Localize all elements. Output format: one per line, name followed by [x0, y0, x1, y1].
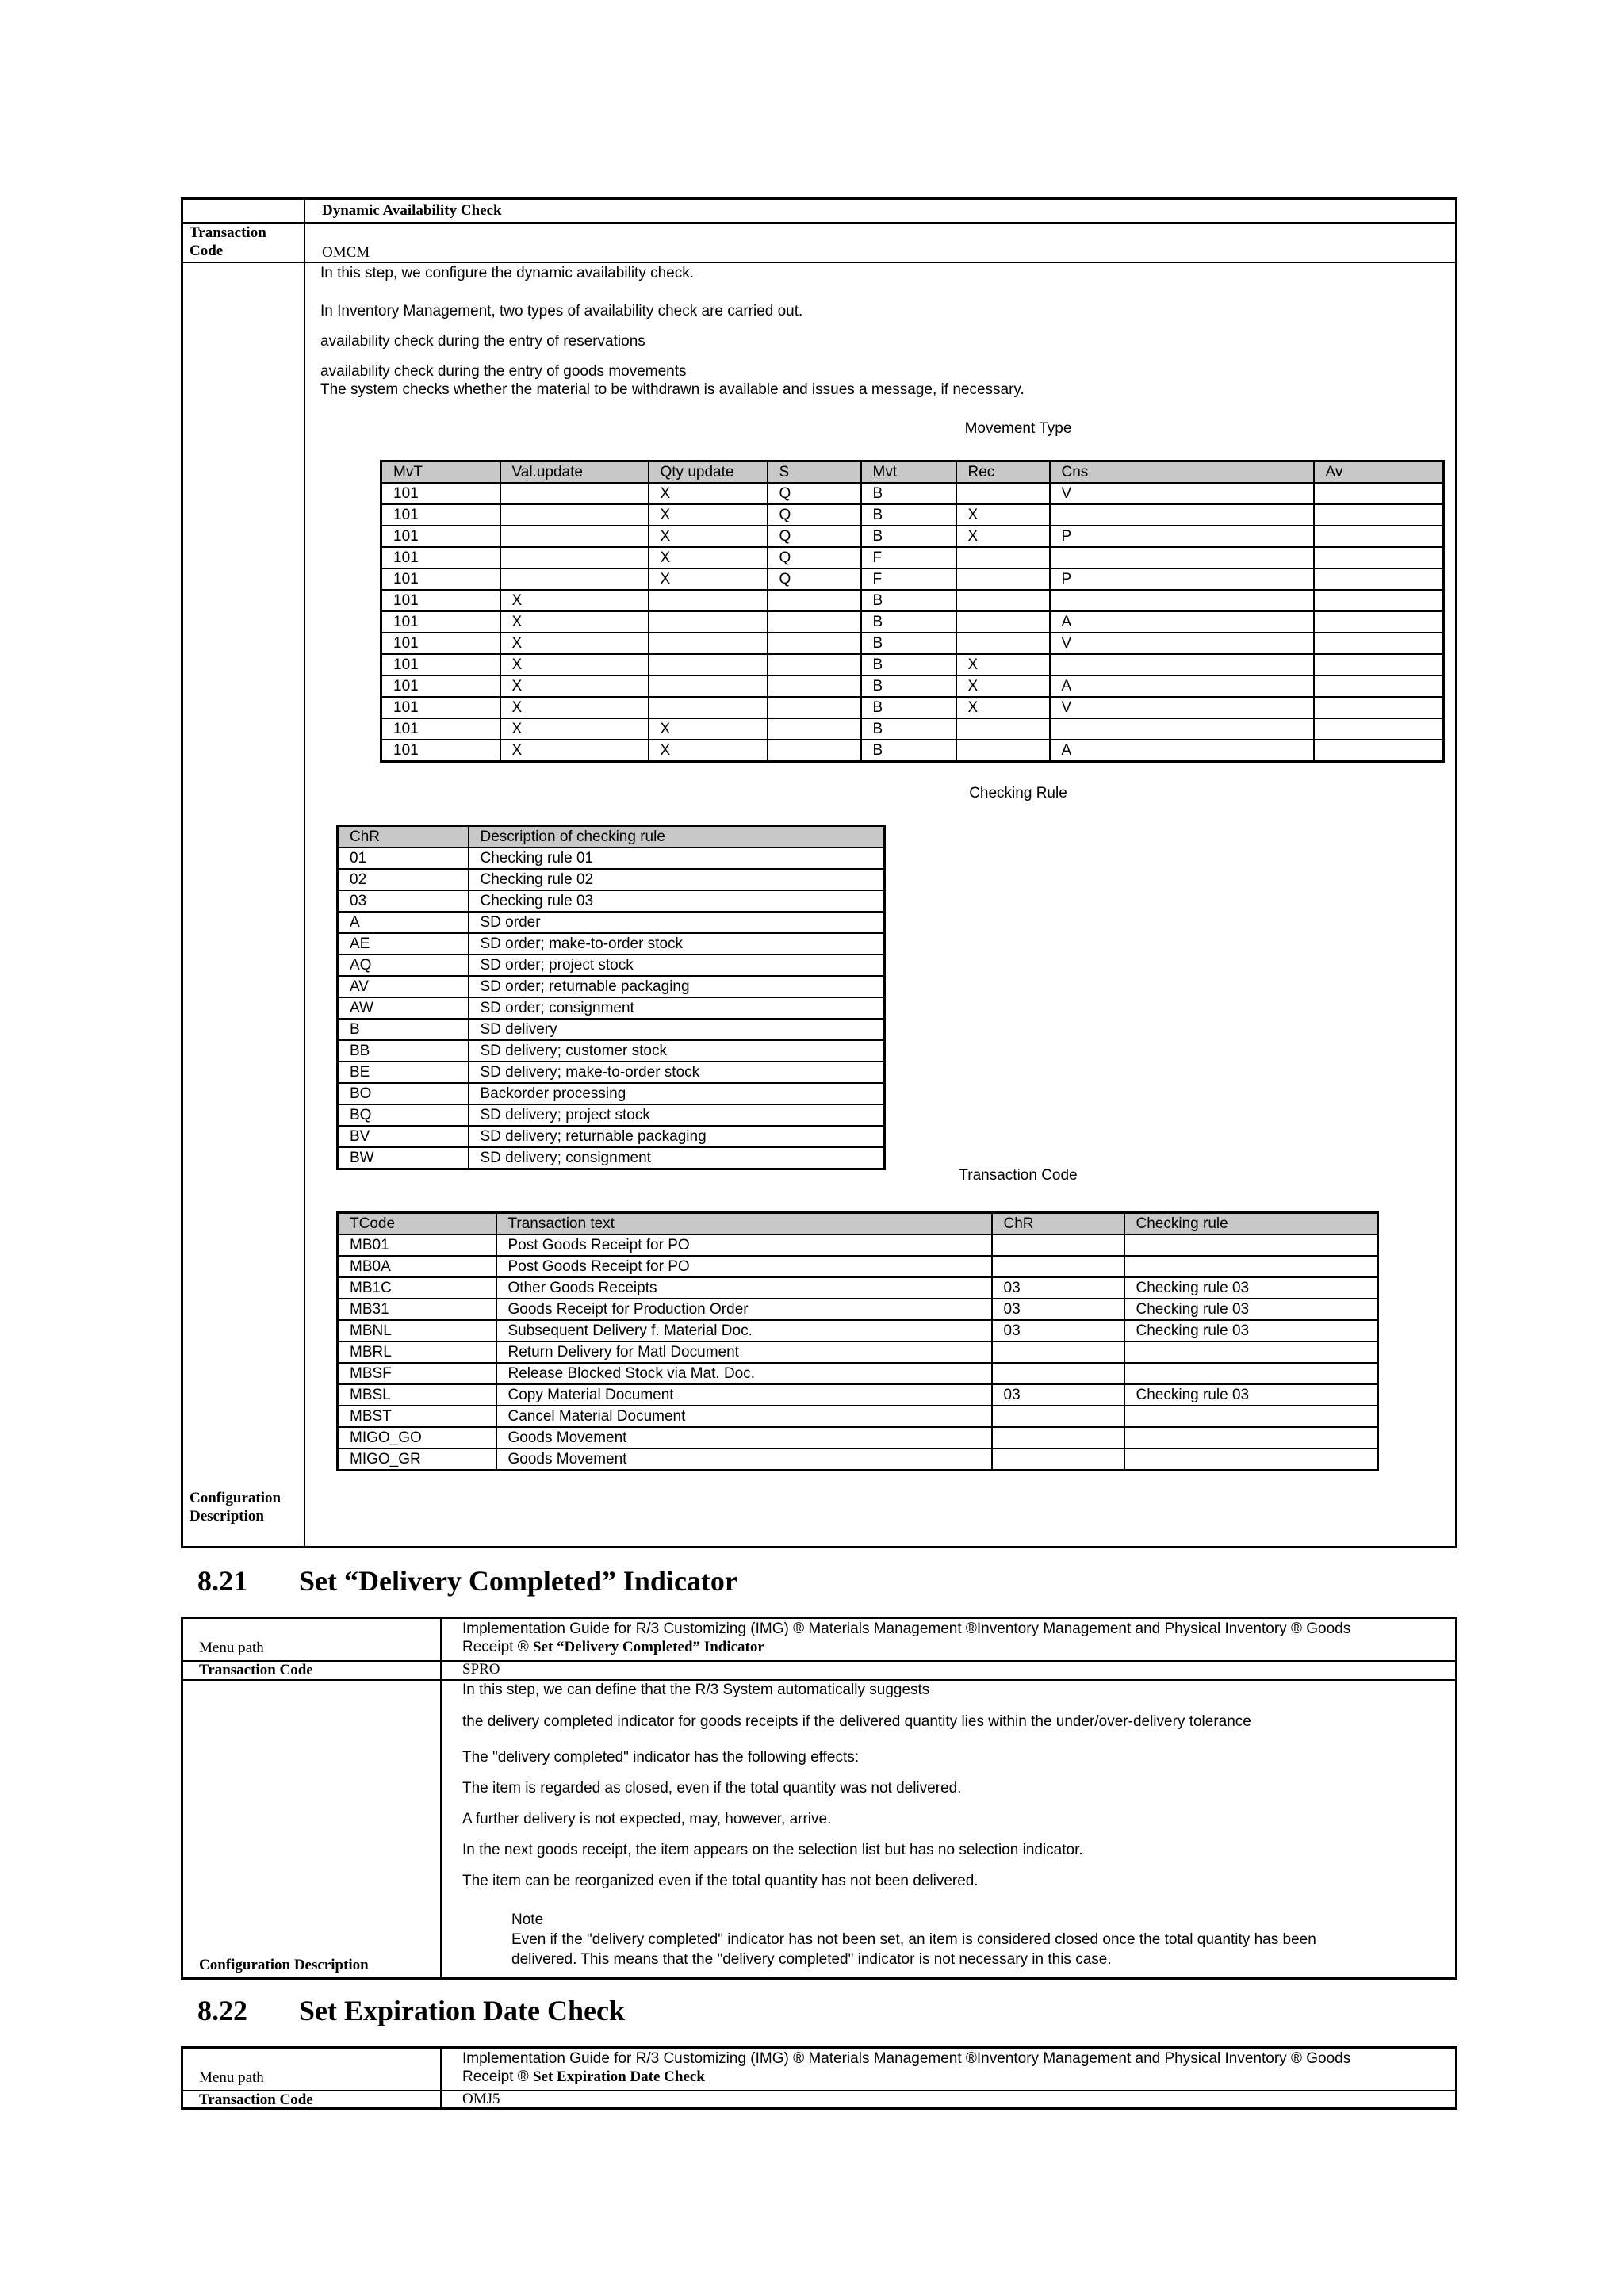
- column-header: ChR: [338, 826, 469, 848]
- table-cell: [500, 526, 649, 547]
- table-cell: BW: [338, 1147, 469, 1169]
- table-cell: X: [500, 718, 649, 740]
- menu-path-text: Implementation Guide for R/3 Customizing (IMG) ® Materials Management ®Inventory Management and Physical Inventory ® Goods: [462, 2050, 1351, 2067]
- note-text: delivered. This means that the "delivery completed" indicator is not necessary in this case.: [511, 1951, 1112, 1968]
- table-row: [381, 633, 1444, 654]
- table-cell: [1050, 504, 1314, 526]
- column-header: Av: [1314, 461, 1444, 484]
- table-cell: Subsequent Delivery f. Material Doc.: [496, 1320, 992, 1341]
- table-cell: Checking rule 02: [469, 869, 885, 890]
- table-row: [338, 869, 885, 890]
- table-cell: Backorder processing: [469, 1083, 885, 1104]
- table-cell: 101: [381, 740, 500, 762]
- table-cell: 101: [381, 568, 500, 590]
- table-cell: SD order: [469, 912, 885, 933]
- table-cell: X: [649, 547, 768, 568]
- table-cell: [1314, 611, 1444, 633]
- table-row: [338, 1277, 1378, 1299]
- table-cell: [956, 590, 1050, 611]
- table-cell: [649, 654, 768, 675]
- column-header: MvT: [381, 461, 500, 484]
- table-cell: Post Goods Receipt for PO: [496, 1234, 992, 1256]
- table-row: [338, 912, 885, 933]
- column-divider: [440, 1619, 442, 1977]
- table-row: [381, 718, 1444, 740]
- table-cell: Goods Movement: [496, 1448, 992, 1471]
- table-cell: [768, 675, 861, 697]
- section-number: 8.22: [197, 1995, 247, 2026]
- table-cell: Checking rule 03: [1124, 1384, 1378, 1406]
- table-cell: [956, 568, 1050, 590]
- table-cell: P: [1050, 568, 1314, 590]
- table-cell: [768, 611, 861, 633]
- table-cell: BQ: [338, 1104, 469, 1126]
- table-cell: SD delivery; make-to-order stock: [469, 1062, 885, 1083]
- table-row: [381, 483, 1444, 504]
- paragraph: availability check during the entry of reservations: [320, 333, 645, 350]
- table-cell: X: [500, 590, 649, 611]
- delivery-completed-table: [181, 1617, 1457, 1980]
- column-header: S: [768, 461, 861, 484]
- table-cell: 02: [338, 869, 469, 890]
- row-divider: [183, 262, 1455, 263]
- table-cell: F: [861, 568, 956, 590]
- column-header: Checking rule: [1124, 1213, 1378, 1235]
- column-header: Mvt: [861, 461, 956, 484]
- table-cell: [1124, 1448, 1378, 1471]
- table-cell: SD delivery; returnable packaging: [469, 1126, 885, 1147]
- table-cell: [768, 740, 861, 762]
- table-cell: X: [500, 675, 649, 697]
- table-cell: 101: [381, 633, 500, 654]
- table-cell: [649, 633, 768, 654]
- table-cell: 03: [992, 1384, 1124, 1406]
- table-cell: [992, 1427, 1124, 1448]
- table-cell: [1314, 675, 1444, 697]
- table-cell: X: [649, 740, 768, 762]
- section-title: Dynamic Availability Check: [322, 202, 502, 219]
- table-cell: V: [1050, 483, 1314, 504]
- transaction-code-table: [336, 1211, 1379, 1471]
- menu-path-text: Implementation Guide for R/3 Customizing (IMG) ® Materials Management ®Inventory Management and Physical Inventory ® Goods: [462, 1621, 1351, 1637]
- table-cell: [956, 718, 1050, 740]
- menu-path-text-line2: Receipt ® Set Expiration Date Check: [462, 2068, 705, 2085]
- table-cell: 101: [381, 611, 500, 633]
- table-cell: [956, 483, 1050, 504]
- table-header-row: [381, 461, 1444, 484]
- table-cell: BB: [338, 1040, 469, 1062]
- table-cell: Cancel Material Document: [496, 1406, 992, 1427]
- table-row: [338, 1427, 1378, 1448]
- table-cell: Q: [768, 483, 861, 504]
- table-cell: 03: [992, 1277, 1124, 1299]
- dynamic-availability-check-table: [181, 197, 1457, 1548]
- checking-rule-table: [336, 825, 886, 1170]
- table-cell: 101: [381, 526, 500, 547]
- table-row: [338, 1040, 885, 1062]
- table-cell: MIGO_GR: [338, 1448, 496, 1471]
- table-cell: B: [861, 654, 956, 675]
- table-row: [338, 1363, 1378, 1384]
- table-cell: SD order; make-to-order stock: [469, 933, 885, 955]
- table-cell: Goods Receipt for Production Order: [496, 1299, 992, 1320]
- table-row: [338, 955, 885, 976]
- table-row: [338, 1384, 1378, 1406]
- table-cell: [956, 633, 1050, 654]
- table-cell: Goods Movement: [496, 1427, 992, 1448]
- table-cell: 101: [381, 654, 500, 675]
- table-cell: X: [649, 568, 768, 590]
- table-cell: B: [861, 611, 956, 633]
- table-cell: [768, 654, 861, 675]
- table-cell: [1124, 1341, 1378, 1363]
- column-header: Qty update: [649, 461, 768, 484]
- column-header: Description of checking rule: [469, 826, 885, 848]
- table-cell: X: [500, 633, 649, 654]
- table-cell: [1314, 740, 1444, 762]
- paragraph: availability check during the entry of goods movements: [320, 363, 687, 380]
- table-cell: 01: [338, 848, 469, 869]
- table-cell: Checking rule 03: [1124, 1277, 1378, 1299]
- table-row: [381, 526, 1444, 547]
- table-cell: X: [956, 504, 1050, 526]
- table-cell: [992, 1363, 1124, 1384]
- menu-path-text-line2: Receipt ® Set “Delivery Completed” Indicator: [462, 1639, 764, 1655]
- table-cell: MBRL: [338, 1341, 496, 1363]
- menu-path-label: Menu path: [199, 1640, 264, 1656]
- table-cell: MBST: [338, 1406, 496, 1427]
- table-cell: [956, 611, 1050, 633]
- table-cell: [649, 697, 768, 718]
- table-row: [338, 1320, 1378, 1341]
- paragraph: The item can be reorganized even if the total quantity has not been delivered.: [462, 1873, 979, 1889]
- table-cell: A: [1050, 675, 1314, 697]
- table-cell: X: [500, 740, 649, 762]
- tcode-label: Transaction Code: [199, 1662, 313, 1678]
- section-number: 8.21: [197, 1565, 247, 1597]
- table-cell: [1314, 526, 1444, 547]
- paragraph: In this step, we can define that the R/3 System automatically suggests: [462, 1682, 930, 1698]
- table-row: [381, 504, 1444, 526]
- section-title: Set Expiration Date Check: [299, 1995, 625, 2026]
- table-cell: B: [861, 718, 956, 740]
- table-cell: SD delivery: [469, 1019, 885, 1040]
- menu-path-target: Set “Delivery Completed” Indicator: [532, 1639, 764, 1655]
- table-cell: B: [861, 633, 956, 654]
- table-cell: A: [338, 912, 469, 933]
- table-cell: [992, 1341, 1124, 1363]
- table-cell: [1050, 654, 1314, 675]
- table-cell: [1050, 590, 1314, 611]
- table-cell: [992, 1406, 1124, 1427]
- table-cell: Q: [768, 568, 861, 590]
- table-cell: AW: [338, 997, 469, 1019]
- table-cell: SD delivery; project stock: [469, 1104, 885, 1126]
- table-row: [338, 1234, 1378, 1256]
- table-cell: V: [1050, 633, 1314, 654]
- table-row: [381, 697, 1444, 718]
- table-row: [338, 848, 885, 869]
- row-divider: [183, 2090, 1455, 2091]
- table-cell: Checking rule 03: [469, 890, 885, 912]
- table-cell: Q: [768, 547, 861, 568]
- paragraph: In the next goods receipt, the item appears on the selection list but has no selection indicator.: [462, 1842, 1083, 1858]
- paragraph: The item is regarded as closed, even if the total quantity was not delivered.: [462, 1780, 962, 1797]
- movement-type-table: [380, 460, 1445, 763]
- table-cell: X: [649, 483, 768, 504]
- paragraph: A further delivery is not expected, may, however, arrive.: [462, 1811, 832, 1827]
- table-header-row: [338, 826, 885, 848]
- table-row: [338, 1406, 1378, 1427]
- table-row: [338, 1147, 885, 1169]
- transaction-code-title: Transaction Code: [959, 1167, 1078, 1184]
- column-divider: [440, 2049, 442, 2107]
- table-cell: SD order; consignment: [469, 997, 885, 1019]
- table-cell: B: [861, 740, 956, 762]
- table-cell: [1314, 654, 1444, 675]
- table-row: [338, 1299, 1378, 1320]
- table-cell: [649, 611, 768, 633]
- column-header: TCode: [338, 1213, 496, 1235]
- column-header: Rec: [956, 461, 1050, 484]
- table-cell: 101: [381, 547, 500, 568]
- row-divider: [183, 1660, 1455, 1662]
- table-cell: SD delivery; customer stock: [469, 1040, 885, 1062]
- table-row: [338, 1126, 885, 1147]
- table-cell: [956, 740, 1050, 762]
- table-cell: [1314, 504, 1444, 526]
- table-cell: SD order; project stock: [469, 955, 885, 976]
- table-cell: [500, 483, 649, 504]
- table-cell: MB1C: [338, 1277, 496, 1299]
- table-row: [381, 740, 1444, 762]
- table-cell: X: [956, 697, 1050, 718]
- table-cell: 101: [381, 718, 500, 740]
- paragraph: The "delivery completed" indicator has the following effects:: [462, 1749, 860, 1766]
- table-cell: [956, 547, 1050, 568]
- tcode-label: Transaction Code: [199, 2091, 313, 2108]
- table-cell: 101: [381, 590, 500, 611]
- table-row: [338, 1341, 1378, 1363]
- table-cell: [768, 718, 861, 740]
- table-cell: BV: [338, 1126, 469, 1147]
- row-divider: [183, 1679, 1455, 1681]
- table-cell: [500, 547, 649, 568]
- table-cell: [1124, 1406, 1378, 1427]
- table-row: [338, 1448, 1378, 1471]
- table-cell: MB01: [338, 1234, 496, 1256]
- table-header-row: [338, 1213, 1378, 1235]
- table-cell: B: [338, 1019, 469, 1040]
- table-cell: V: [1050, 697, 1314, 718]
- table-cell: [992, 1256, 1124, 1277]
- table-cell: X: [500, 611, 649, 633]
- table-cell: B: [861, 675, 956, 697]
- table-cell: Post Goods Receipt for PO: [496, 1256, 992, 1277]
- table-cell: [1050, 718, 1314, 740]
- table-cell: MBNL: [338, 1320, 496, 1341]
- table-cell: [1314, 568, 1444, 590]
- table-cell: MIGO_GO: [338, 1427, 496, 1448]
- table-cell: SD order; returnable packaging: [469, 976, 885, 997]
- tcode-value: SPRO: [462, 1661, 500, 1678]
- table-row: [381, 590, 1444, 611]
- section-heading-8-21: [197, 1564, 737, 1598]
- table-cell: [1314, 633, 1444, 654]
- paragraph: In Inventory Management, two types of availability check are carried out.: [320, 303, 803, 320]
- table-cell: [649, 675, 768, 697]
- table-cell: B: [861, 526, 956, 547]
- table-cell: F: [861, 547, 956, 568]
- table-row: [338, 976, 885, 997]
- table-cell: 101: [381, 483, 500, 504]
- note-label: Note: [511, 1911, 544, 1928]
- row-divider: [183, 222, 1455, 224]
- table-cell: MBSL: [338, 1384, 496, 1406]
- table-cell: X: [649, 504, 768, 526]
- table-cell: 03: [338, 890, 469, 912]
- table-cell: Q: [768, 526, 861, 547]
- table-cell: [1124, 1363, 1378, 1384]
- table-row: [381, 611, 1444, 633]
- table-cell: [1050, 547, 1314, 568]
- table-cell: P: [1050, 526, 1314, 547]
- table-row: [381, 675, 1444, 697]
- table-cell: Return Delivery for Matl Document: [496, 1341, 992, 1363]
- table-cell: [1314, 697, 1444, 718]
- table-cell: Checking rule 03: [1124, 1320, 1378, 1341]
- table-cell: MB31: [338, 1299, 496, 1320]
- table-cell: [1124, 1256, 1378, 1277]
- table-cell: [500, 504, 649, 526]
- table-cell: B: [861, 504, 956, 526]
- table-cell: MBSF: [338, 1363, 496, 1384]
- table-cell: [768, 633, 861, 654]
- table-cell: Copy Material Document: [496, 1384, 992, 1406]
- table-cell: 101: [381, 675, 500, 697]
- expiration-date-table: [181, 2046, 1457, 2110]
- config-description-label: Configuration Description: [190, 1490, 282, 1525]
- table-cell: [500, 568, 649, 590]
- table-cell: [1124, 1427, 1378, 1448]
- table-cell: [649, 590, 768, 611]
- table-cell: [1314, 718, 1444, 740]
- table-cell: [992, 1448, 1124, 1471]
- table-cell: X: [500, 654, 649, 675]
- table-cell: [1314, 590, 1444, 611]
- table-cell: BE: [338, 1062, 469, 1083]
- table-cell: SD delivery; consignment: [469, 1147, 885, 1169]
- table-cell: X: [956, 675, 1050, 697]
- column-header: ChR: [992, 1213, 1124, 1235]
- paragraph: the delivery completed indicator for goods receipts if the delivered quantity lies within the under/over-delivery tolerance: [462, 1713, 1251, 1730]
- table-cell: [768, 697, 861, 718]
- table-cell: 03: [992, 1320, 1124, 1341]
- table-cell: B: [861, 483, 956, 504]
- table-cell: 03: [992, 1299, 1124, 1320]
- note-text: Even if the "delivery completed" indicator has not been set, an item is considered closed once the total quantity has been: [511, 1931, 1316, 1948]
- table-cell: [1314, 547, 1444, 568]
- table-cell: X: [649, 718, 768, 740]
- table-cell: X: [956, 654, 1050, 675]
- table-cell: AQ: [338, 955, 469, 976]
- menu-path-target: Set Expiration Date Check: [532, 2068, 705, 2085]
- table-cell: X: [956, 526, 1050, 547]
- column-divider: [304, 200, 305, 1546]
- table-cell: [1124, 1234, 1378, 1256]
- table-cell: [992, 1234, 1124, 1256]
- section-heading-8-22: [197, 1994, 625, 2027]
- table-cell: Release Blocked Stock via Mat. Doc.: [496, 1363, 992, 1384]
- table-row: [381, 654, 1444, 675]
- table-cell: Checking rule 03: [1124, 1299, 1378, 1320]
- table-row: [338, 997, 885, 1019]
- table-cell: [768, 590, 861, 611]
- table-cell: MB0A: [338, 1256, 496, 1277]
- table-cell: A: [1050, 611, 1314, 633]
- table-cell: B: [861, 697, 956, 718]
- table-cell: X: [649, 526, 768, 547]
- section-title: Set “Delivery Completed” Indicator: [299, 1565, 737, 1597]
- tcode-value: OMJ5: [462, 2091, 500, 2107]
- table-cell: AE: [338, 933, 469, 955]
- tcode-label: Transaction Code: [190, 224, 266, 259]
- table-cell: Checking rule 01: [469, 848, 885, 869]
- table-cell: Q: [768, 504, 861, 526]
- table-row: [338, 1019, 885, 1040]
- table-cell: 101: [381, 504, 500, 526]
- table-cell: AV: [338, 976, 469, 997]
- paragraph: In this step, we configure the dynamic availability check.: [320, 265, 695, 281]
- table-row: [338, 1062, 885, 1083]
- table-row: [381, 568, 1444, 590]
- menu-path-label: Menu path: [199, 2069, 264, 2086]
- table-cell: [1314, 483, 1444, 504]
- tcode-value: OMCM: [322, 244, 370, 261]
- column-header: Val.update: [500, 461, 649, 484]
- table-cell: 101: [381, 697, 500, 718]
- table-cell: Other Goods Receipts: [496, 1277, 992, 1299]
- table-cell: BO: [338, 1083, 469, 1104]
- paragraph: The system checks whether the material to be withdrawn is available and issues a message, if necessary.: [320, 381, 1025, 398]
- movement-type-title: Movement Type: [964, 420, 1072, 437]
- table-row: [338, 1256, 1378, 1277]
- column-header: Transaction text: [496, 1213, 992, 1235]
- table-row: [338, 890, 885, 912]
- table-row: [381, 547, 1444, 568]
- table-row: [338, 1104, 885, 1126]
- table-cell: A: [1050, 740, 1314, 762]
- checking-rule-title: Checking Rule: [969, 785, 1067, 802]
- table-cell: B: [861, 590, 956, 611]
- config-description-label: Configuration Description: [199, 1957, 369, 1973]
- table-cell: X: [500, 697, 649, 718]
- table-row: [338, 933, 885, 955]
- table-row: [338, 1083, 885, 1104]
- column-header: Cns: [1050, 461, 1314, 484]
